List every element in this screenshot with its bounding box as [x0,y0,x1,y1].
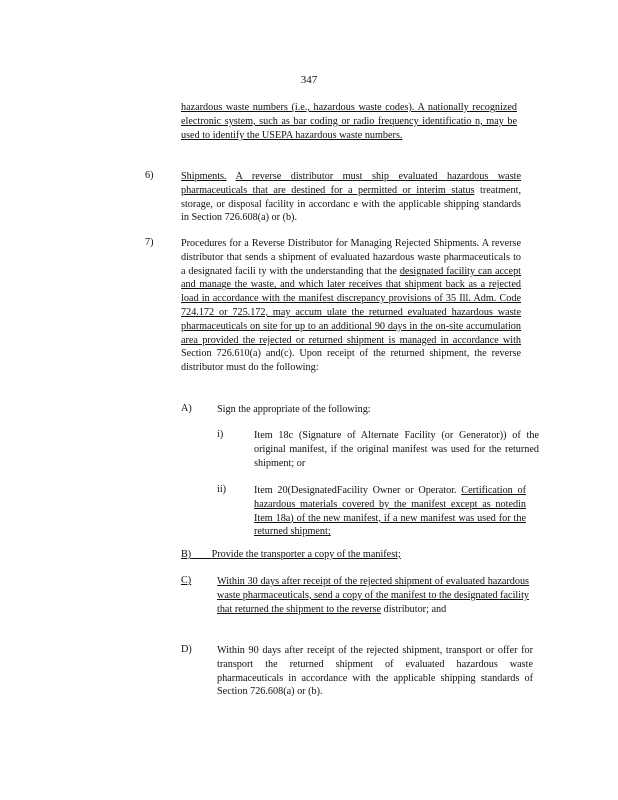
underlined-text: hazardous waste numbers (i.e., hazardous waste codes). A nationally recognized electronic system, such as bar coding or radio frequency identificatio n, may be used to identify the USEPA hazardous waste numbers. [181,102,517,141]
item-7-underlined-text: designated facility can accept and manage the waste, and which later receives that shipment back as a rejected load in accordance with the manifest discrepancy provisions of 35 Ill. Adm. Code 724.172 or 725.172, may accum ulate the returned evaluated hazardous waste pharmaceuticals on site for up to an additional 90 days in the on-site accumulation area provided the rejected or returned shipment is managed in accordance with [181,265,521,346]
sub-a-ii-plain-text: Item 20(DesignatedFacility Owner or Operator. [254,485,457,496]
item-6-underlined-text: A reverse distributor must ship evaluated hazardous waste pharmaceuticals that are destined for a permitted or interim status [181,171,522,196]
sub-a-letter: A) [181,403,192,414]
sub-a-ii-number: ii) [217,484,227,495]
item-7-paragraph [181,237,521,375]
item-6-plain-text: treatment, storage, or disposal facility in accordanc e with the applicable shipping standards in Section 726.608(a) or (b). [181,184,522,224]
sub-c-plain-text: distributor; and [383,603,447,615]
sub-d-letter: D) [181,644,192,655]
item-7-plain-text-1: Procedures for a Reverse Distributor for Managing Rejected Shipments. A reverse distributor that sends a shipment of evaluated hazardous waste pharmaceuticals to a designated facili ty with the understanding that the [181,238,521,277]
sub-d-text: Within 90 days after receipt of the rejected shipment, transport or offer for transport the returned shipment of evaluated hazardous waste pharmaceuticals in accordance with the applicable shipping standards of Section 726.608(a) or (b). [217,645,533,698]
item-7-plain-text-2: Section 726.610(a) and(c). Upon receipt of the returned shipment, the reverse distributor must do the following: [181,348,521,374]
item-7-number: 7) [145,237,154,248]
sub-a-i-number: i) [217,429,224,440]
continued-paragraph [181,101,517,142]
sub-c-underlined-text: Within 30 days after receipt of the rejected shipment of evaluated hazardous waste pharmaceuticals, send a copy of the manifest to the designated facility that returned the shipment to the reverse [217,576,529,615]
sub-a-i-text: Item 18c (Signature of Alternate Facility (or Generator)) of the original manifest, if the original manifest was used for the returned shipment; or [254,430,539,469]
sub-b-line [181,548,446,562]
sub-b-letter: B) [181,549,192,560]
page-number: 347 [300,74,318,86]
item-6-number: 6) [145,170,154,181]
sub-a-text: Sign the appropriate of the following: [217,404,371,415]
sub-c-letter: C) [181,575,192,586]
sub-b-text: Provide the transporter a copy of the manifest; [211,549,401,560]
sub-a-ii-underlined-text: Certification of hazardous materials covered by the manifest except as notedin Item 18a) of the new manifest, if a new manifest was used for the returned shipment; [254,485,526,538]
item-6-paragraph [181,170,521,225]
sub-a-ii-paragraph [254,484,526,539]
sub-c-paragraph [217,575,529,616]
item-6-title: Shipments. [181,171,227,182]
